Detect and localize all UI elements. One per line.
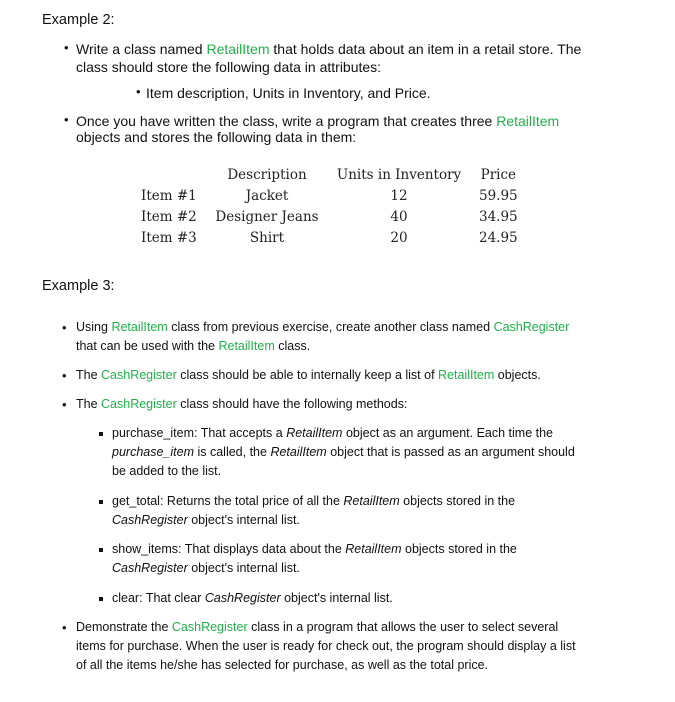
method-purchase-item: purchase_item: That accepts a RetailItem object as an argument. Each time the bbox=[112, 426, 554, 440]
ex3-bullet-3: The CashRegister class should have the following methods: bbox=[76, 397, 408, 411]
method-show-items: show_items: That displays data about the RetailItem objects stored in the bbox=[112, 542, 517, 556]
method-clear: clear: That clear CashRegister object's internal list. bbox=[112, 591, 393, 605]
bullet: • bbox=[64, 40, 69, 55]
example-3-heading: Example 3: bbox=[42, 278, 115, 294]
table-cell: 12 bbox=[390, 187, 408, 204]
ex3-bullet-4-line3: of all the items he/she has selected for purchase, as well as the total price. bbox=[76, 658, 489, 672]
table-header: Price bbox=[480, 166, 517, 183]
table-cell: 59.95 bbox=[479, 187, 518, 204]
method-purchase-item-line2: purchase_item is called, the RetailItem object that is passed as an argument should bbox=[112, 445, 575, 459]
ex3-bullet-1: Using RetailItem class from previous exercise, create another class named CashRegister bbox=[76, 320, 570, 334]
table-cell: 34.95 bbox=[479, 208, 518, 225]
ex2-sub-bullet: Item description, Units in Inventory, and Price. bbox=[146, 85, 431, 101]
table-cell: 20 bbox=[390, 229, 408, 246]
ex3-bullet-1-line2: that can be used with the RetailItem class. bbox=[76, 339, 311, 353]
table-cell: Item #1 bbox=[141, 187, 197, 204]
table-cell: Shirt bbox=[249, 229, 285, 246]
ex2-bullet-1: Write a class named RetailItem that holds data about an item in a retail store. The bbox=[76, 41, 582, 57]
table-cell: Jacket bbox=[245, 187, 289, 204]
ex2-bullet-2: Once you have written the class, write a program that creates three RetailItem bbox=[76, 113, 560, 129]
table-cell: Designer Jeans bbox=[215, 208, 319, 225]
table-cell: 40 bbox=[390, 208, 408, 225]
square-bullet-icon bbox=[99, 597, 103, 601]
table-cell: Item #2 bbox=[141, 208, 197, 225]
table-row bbox=[135, 227, 524, 248]
method-get-total-line2: CashRegister object's internal list. bbox=[112, 513, 300, 527]
table-header: Description bbox=[227, 166, 307, 183]
table-row bbox=[135, 185, 524, 206]
table-header-row bbox=[135, 164, 524, 185]
bullet: • bbox=[62, 368, 67, 383]
table-cell: Item #3 bbox=[141, 229, 197, 246]
bullet: • bbox=[62, 397, 67, 412]
table-header: Units in Inventory bbox=[336, 166, 462, 183]
bullet: • bbox=[62, 320, 67, 335]
ex3-bullet-4-line2: items for purchase. When the user is ready for check out, the program should display a list bbox=[76, 639, 576, 653]
example-2-heading: Example 2: bbox=[42, 12, 115, 28]
square-bullet-icon bbox=[99, 432, 103, 436]
table-header bbox=[135, 164, 209, 185]
table-cell: 24.95 bbox=[479, 229, 518, 246]
ex3-bullet-4: Demonstrate the CashRegister class in a program that allows the user to select several bbox=[76, 620, 559, 634]
ex3-bullet-2: The CashRegister class should be able to internally keep a list of RetailItem objects. bbox=[76, 368, 541, 382]
retail-item-table bbox=[135, 164, 524, 248]
square-bullet-icon bbox=[99, 548, 103, 552]
bullet: • bbox=[62, 620, 67, 635]
table-row bbox=[135, 206, 524, 227]
ex2-bullet-2-line2: objects and stores the following data in them: bbox=[76, 129, 357, 145]
ex2-bullet-1-line2: class should store the following data in attributes: bbox=[76, 59, 382, 75]
method-purchase-item-line3: be added to the list. bbox=[112, 464, 222, 478]
bullet: • bbox=[64, 112, 69, 127]
method-show-items-line2: CashRegister object's internal list. bbox=[112, 561, 300, 575]
bullet: • bbox=[136, 84, 141, 99]
method-get-total: get_total: Returns the total price of all the RetailItem objects stored in the bbox=[112, 494, 516, 508]
square-bullet-icon bbox=[99, 500, 103, 504]
